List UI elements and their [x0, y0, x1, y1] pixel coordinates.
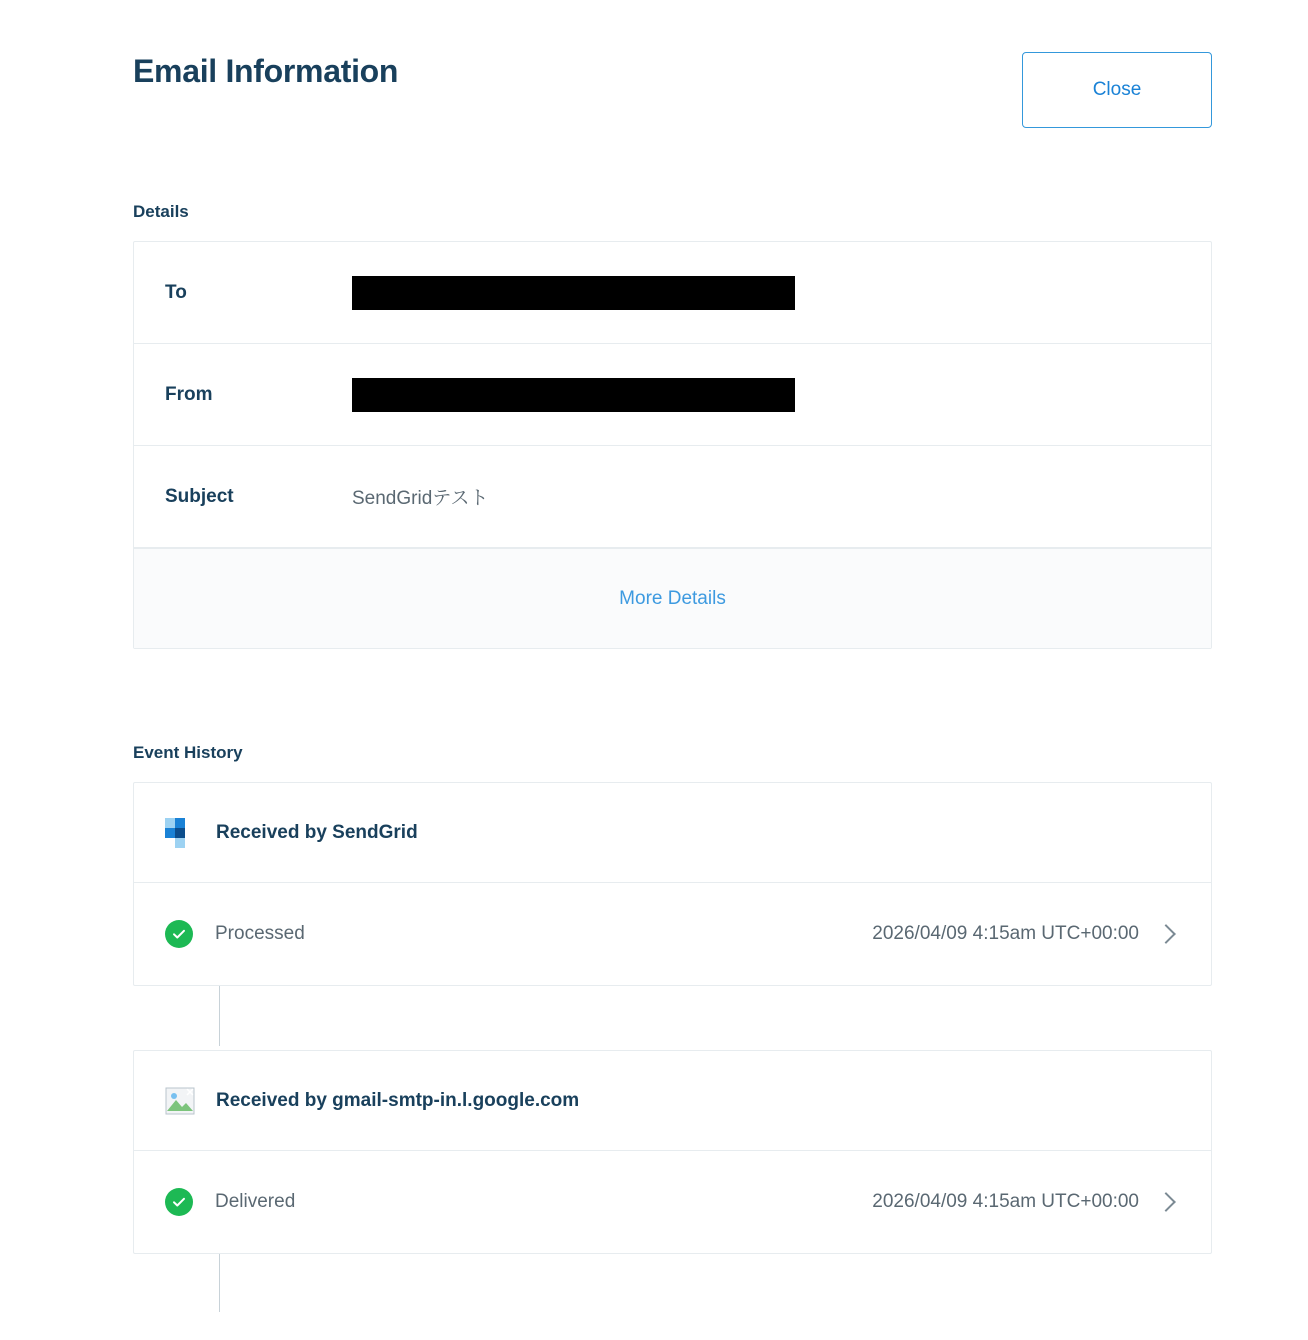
details-section-title: Details — [133, 202, 189, 221]
detail-label-to: To — [165, 281, 187, 303]
event-history-wrap — [133, 782, 1212, 1318]
details-card — [133, 241, 1212, 649]
timeline-gap-2 — [133, 1254, 1212, 1318]
sendgrid-logo-icon — [165, 818, 195, 848]
more-details-link[interactable]: More Details — [619, 587, 726, 609]
event-row-processed[interactable] — [134, 883, 1211, 985]
detail-label-subject: Subject — [165, 485, 234, 507]
chevron-right-icon[interactable] — [1156, 1192, 1176, 1212]
timeline-gap-1 — [133, 986, 1212, 1050]
event-status-label: Delivered — [215, 1191, 296, 1212]
detail-row-subject — [134, 446, 1211, 548]
page-header — [0, 0, 1308, 128]
detail-row-to — [134, 242, 1211, 344]
event-status-label: Processed — [215, 923, 305, 944]
redacted-bar-to — [352, 276, 795, 310]
event-timestamp: 2026/04/09 4:15am UTC+00:00 — [872, 923, 1139, 944]
broken-image-icon — [165, 1087, 195, 1115]
check-circle-icon — [165, 1188, 193, 1216]
event-timestamp: 2026/04/09 4:15am UTC+00:00 — [872, 1191, 1139, 1212]
event-group-gmail — [133, 1050, 1212, 1254]
event-group-header — [134, 1051, 1211, 1151]
check-circle-icon — [165, 920, 193, 948]
page-title: Email Information — [133, 53, 399, 89]
event-row-delivered[interactable] — [134, 1151, 1211, 1253]
detail-value-to — [352, 276, 795, 310]
chevron-right-icon[interactable] — [1156, 924, 1176, 944]
event-group-title: Received by SendGrid — [216, 821, 418, 843]
event-group-sendgrid — [133, 782, 1212, 986]
detail-row-from — [134, 344, 1211, 446]
event-group-header — [134, 783, 1211, 883]
timeline-connector-1 — [219, 982, 220, 1046]
event-group-title: Received by gmail-smtp-in.l.google.com — [216, 1089, 580, 1111]
more-details-row[interactable] — [134, 548, 1211, 648]
timeline-connector-2 — [219, 1248, 220, 1312]
redacted-bar-from — [352, 378, 795, 412]
close-button[interactable]: Close — [1022, 52, 1212, 128]
detail-value-subject: SendGridテスト — [352, 488, 489, 509]
detail-label-from: From — [165, 383, 213, 405]
detail-value-from — [352, 378, 795, 412]
event-history-section-title: Event History — [133, 743, 243, 762]
